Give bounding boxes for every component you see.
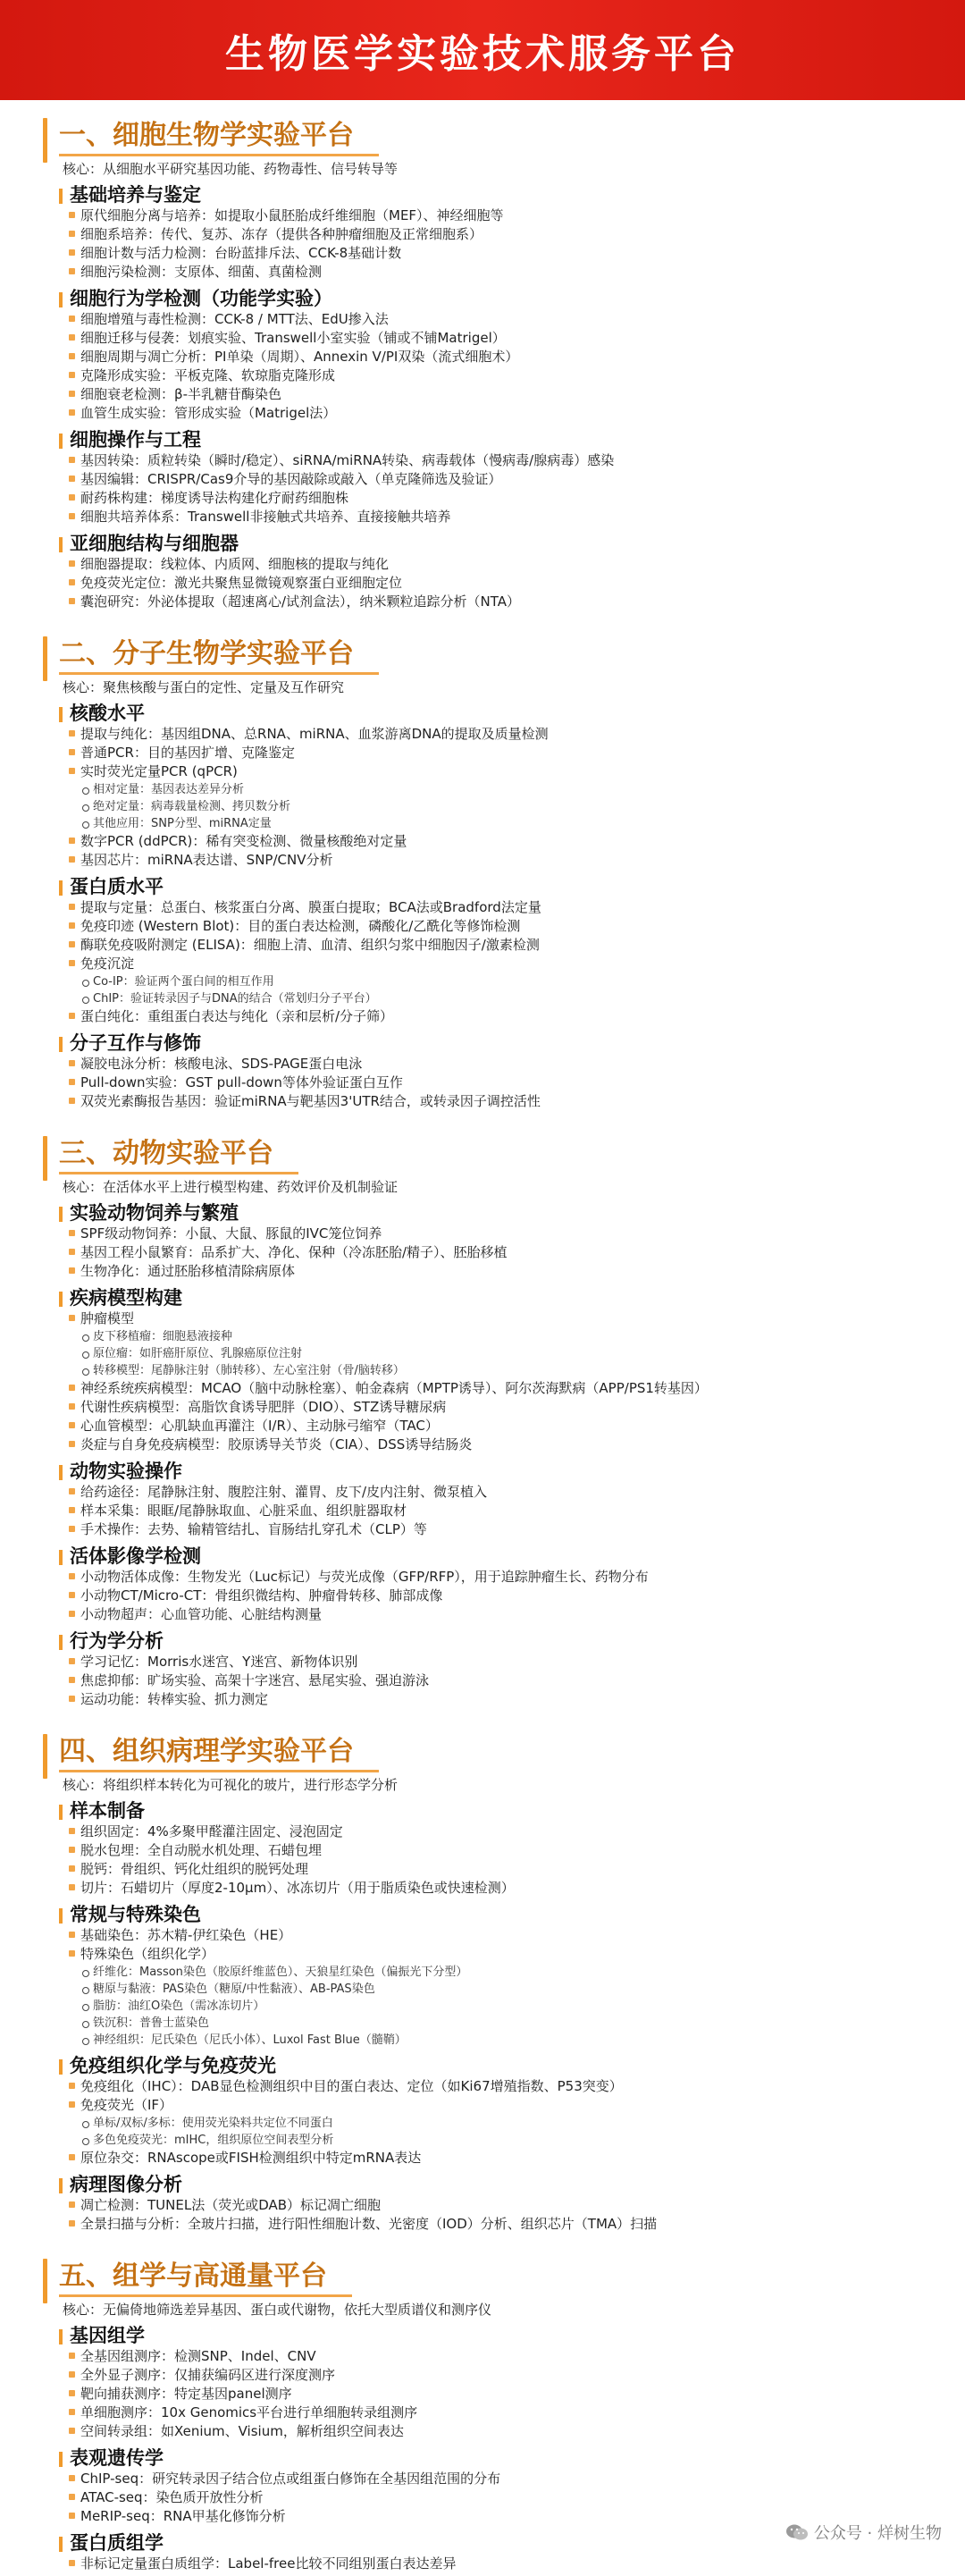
subsection — [59, 875, 922, 1026]
list-item: 基因工程小鼠繁育：品系扩大、净化、保种（冷冻胚胎/精子）、胚胎移植 — [59, 1243, 922, 1262]
subsection — [59, 1286, 922, 1454]
subsection — [59, 2054, 922, 2168]
sub-list-item: 神经组织：尼氏染色（尼氏小体）、Luxol Fast Blue（髓鞘） — [59, 2032, 922, 2049]
watermark-text: 公众号 · 烊树生物 — [813, 2524, 942, 2543]
sub-list-item: 其他应用：SNP分型、miRNA定量 — [59, 815, 922, 832]
list-item: 运动功能：转棒实验、抓力测定 — [59, 1690, 922, 1709]
section-title: 四、组织病理学实验平台 — [59, 1734, 379, 1772]
list-item: 细胞周期与凋亡分析：PI单染（周期）、Annexin V/PI双染（流式细胞术） — [59, 348, 922, 366]
sub-list-item: 纤维化：Masson染色（胶原纤维蓝色）、天狼星红染色（偏振光下分型） — [59, 1964, 922, 1981]
list-item: 细胞增殖与毒性检测：CCK-8 / MTT法、EdU掺入法 — [59, 310, 922, 329]
subsection-title: 免疫组织化学与免疫荧光 — [59, 2054, 922, 2077]
list-item: 小动物超声：心血管功能、心脏结构测量 — [59, 1605, 922, 1624]
list-item: 焦虑抑郁：旷场实验、高架十字迷宫、悬尾实验、强迫游泳 — [59, 1671, 922, 1690]
list-item: 生物净化：通过胚胎移植清除病原体 — [59, 1262, 922, 1281]
section-gap — [43, 1709, 922, 1722]
content — [0, 100, 965, 2573]
subsection-title: 病理图像分析 — [59, 2173, 922, 2196]
list-item: 基因转染：质粒转染（瞬时/稳定）、siRNA/miRNA转染、病毒载体（慢病毒/腺病毒）感染 — [59, 451, 922, 470]
subsection-title: 核酸水平 — [59, 702, 922, 725]
list-item: 血管生成实验：管形成实验（Matrigel法） — [59, 404, 922, 423]
sub-list-item: 皮下移植瘤：细胞悬液接种 — [59, 1328, 922, 1345]
subsection-title: 表观遗传学 — [59, 2446, 922, 2470]
list-item: 脱水包埋：全自动脱水机处理、石蜡包埋 — [59, 1841, 922, 1860]
sub-list-item: 绝对定量：病毒载量检测、拷贝数分析 — [59, 798, 922, 815]
list-item: 小动物活体成像：生物发光（Luc标记）与荧光成像（GFP/RFP），用于追踪肿瘤生长、药物分布 — [59, 1568, 922, 1587]
subsection — [59, 1545, 922, 1624]
page-title: 生物医学实验技术服务平台 — [225, 31, 740, 77]
list-item: 克隆形成实验：平板克隆、软琼脂克隆形成 — [59, 366, 922, 385]
section — [43, 105, 922, 611]
sub-list-item: 单标/双标/多标：使用荧光染料共定位不同蛋白 — [59, 2115, 922, 2132]
list-item: 细胞衰老检测：β-半乳糖苷酶染色 — [59, 385, 922, 404]
list-item: 细胞污染检测：支原体、细菌、真菌检测 — [59, 263, 922, 282]
watermark — [780, 2519, 947, 2546]
list-item: 给药途径：尾静脉注射、腹腔注射、灌胃、皮下/皮内注射、微泵植入 — [59, 1483, 922, 1502]
subsection — [59, 183, 922, 282]
list-item: 基因编辑：CRISPR/Cas9介导的基因敲除或敲入（单克隆筛选及验证） — [59, 470, 922, 489]
subsection-title: 细胞行为学检测（功能学实验） — [59, 287, 922, 310]
subsection-title: 蛋白质水平 — [59, 875, 922, 898]
list-item: 免疫组化（IHC）：DAB显色检测组织中目的蛋白表达、定位（如Ki67增殖指数、P53突变） — [59, 2077, 922, 2096]
list-item: 代谢性疾病模型：高脂饮食诱导肥胖（DIO）、STZ诱导糖尿病 — [59, 1398, 922, 1417]
list-item: 细胞器提取：线粒体、内质网、细胞核的提取与纯化 — [59, 555, 922, 574]
list-item: 原代细胞分离与培养：如提取小鼠胚胎成纤维细胞（MEF）、神经细胞等 — [59, 206, 922, 225]
list-item: ChIP-seq：研究转录因子结合位点或组蛋白修饰在全基因组范围的分布 — [59, 2470, 922, 2488]
list-item: 细胞迁移与侵袭：划痕实验、Transwell小室实验（铺或不铺Matrigel） — [59, 329, 922, 348]
subsection-title: 常规与特殊染色 — [59, 1903, 922, 1926]
list-item: 全外显子测序：仅捕获编码区进行深度测序 — [59, 2366, 922, 2385]
list-item: 组织固定：4%多聚甲醛灌注固定、浸泡固定 — [59, 1823, 922, 1841]
list-item: 免疫荧光定位：激光共聚焦显微镜观察蛋白亚细胞定位 — [59, 574, 922, 593]
list-item: 肿瘤模型 — [59, 1309, 922, 1328]
list-item: 原位杂交：RNAscope或FISH检测组织中特定mRNA表达 — [59, 2149, 922, 2168]
sub-list-item: 相对定量：基因表达差异分析 — [59, 781, 922, 798]
list-item: 切片：石蜡切片（厚度2-10μm）、冰冻切片（用于脂质染色或快速检测） — [59, 1879, 922, 1898]
list-item: 靶向捕获测序：特定基因panel测序 — [59, 2385, 922, 2403]
list-item: 炎症与自身免疫病模型：胶原诱导关节炎（CIA）、DSS诱导结肠炎 — [59, 1435, 922, 1454]
sub-list-item: 铁沉积：普鲁士蓝染色 — [59, 2015, 922, 2032]
list-item: 双荧光素酶报告基因：验证miRNA与靶基因3'UTR结合，或转录因子调控活性 — [59, 1092, 922, 1111]
list-item: 细胞共培养体系：Transwell非接触式共培养、直接接触共培养 — [59, 508, 922, 526]
subsection — [59, 1031, 922, 1111]
section-title: 一、细胞生物学实验平台 — [59, 118, 379, 156]
subsection-title: 活体影像学检测 — [59, 1545, 922, 1568]
section-gap — [43, 1111, 922, 1124]
list-item: 数字PCR (ddPCR)：稀有突变检测、微量核酸绝对定量 — [59, 832, 922, 851]
page-header — [0, 0, 965, 100]
subsection-title: 动物实验操作 — [59, 1460, 922, 1483]
section-gap — [43, 611, 922, 624]
section — [43, 624, 922, 1111]
section-title: 二、分子生物学实验平台 — [59, 636, 379, 675]
subsection-title: 行为学分析 — [59, 1629, 922, 1653]
list-item: 免疫印迹 (Western Blot)：目的蛋白表达检测，磷酸化/乙酰化等修饰检测 — [59, 917, 922, 936]
subsection — [59, 2446, 922, 2526]
subsection — [59, 1201, 922, 1281]
section — [43, 1722, 922, 2234]
section-core: 核心：从细胞水平研究基因功能、药物毒性、信号转导等 — [63, 161, 399, 177]
section-title: 三、动物实验平台 — [59, 1136, 298, 1174]
list-item: 基因芯片：miRNA表达谱、SNP/CNV分析 — [59, 851, 922, 870]
section-title: 五、组学与高通量平台 — [59, 2259, 352, 2297]
section-core: 核心：聚焦核酸与蛋白的定性、定量及互作研究 — [63, 679, 345, 695]
section — [43, 1124, 922, 1709]
subsection-title: 分子互作与修饰 — [59, 1031, 922, 1055]
sub-list-item: ChIP：验证转录因子与DNA的结合（常划归分子平台） — [59, 990, 922, 1007]
subsection-title: 基础培养与鉴定 — [59, 183, 922, 206]
subsection — [59, 428, 922, 526]
list-item: 凝胶电泳分析：核酸电泳、SDS-PAGE蛋白电泳 — [59, 1055, 922, 1073]
subsection — [59, 2324, 922, 2441]
sub-list-item: 多色免疫荧光：mIHC，组织原位空间表型分析 — [59, 2132, 922, 2149]
list-item: 脱钙：骨组织、钙化灶组织的脱钙处理 — [59, 1860, 922, 1879]
section-core: 核心：在活体水平上进行模型构建、药效评价及机制验证 — [63, 1179, 399, 1195]
subsection — [59, 287, 922, 423]
list-item: 提取与定量：总蛋白、核浆蛋白分离、膜蛋白提取；BCA法或Bradford法定量 — [59, 898, 922, 917]
list-item: 特殊染色（组织化学） — [59, 1945, 922, 1964]
subsection-title: 亚细胞结构与细胞器 — [59, 532, 922, 555]
subsection-title: 蛋白质组学 — [59, 2531, 922, 2555]
sub-list-item: 脂肪：油红O染色（需冰冻切片） — [59, 1998, 922, 2015]
list-item: 神经系统疾病模型：MCAO（脑中动脉栓塞）、帕金森病（MPTP诱导）、阿尔茨海默病（APP/PS1转基因） — [59, 1379, 922, 1398]
subsection — [59, 532, 922, 611]
list-item: 提取与纯化：基因组DNA、总RNA、miRNA、血浆游离DNA的提取及质量检测 — [59, 725, 922, 744]
list-item: 空间转录组：如Xenium、Visium，解析组织空间表达 — [59, 2422, 922, 2441]
list-item: 非标记定量蛋白质组学：Label-free比较不同组别蛋白表达差异 — [59, 2555, 922, 2573]
section-core: 核心：将组织样本转化为可视化的玻片，进行形态学分析 — [63, 1777, 399, 1793]
sub-list-item: 转移模型：尾静脉注射（肺转移）、左心室注射（骨/脑转移） — [59, 1362, 922, 1379]
list-item: MeRIP-seq：RNA甲基化修饰分析 — [59, 2507, 922, 2526]
list-item: 基础染色：苏木精-伊红染色（HE） — [59, 1926, 922, 1945]
subsection-title: 细胞操作与工程 — [59, 428, 922, 451]
sub-list-item: 原位瘤：如肝癌肝原位、乳腺癌原位注射 — [59, 1345, 922, 1362]
list-item: 样本采集：眼眶/尾静脉取血、心脏采血、组织脏器取材 — [59, 1502, 922, 1520]
subsection — [59, 1799, 922, 1898]
list-item: 囊泡研究：外泌体提取（超速离心/试剂盒法），纳米颗粒追踪分析（NTA） — [59, 593, 922, 611]
sub-list-item: Co-IP：验证两个蛋白间的相互作用 — [59, 973, 922, 990]
subsection-title: 基因组学 — [59, 2324, 922, 2347]
section-gap — [43, 2234, 922, 2246]
list-item: 全基因组测序：检测SNP、Indel、CNV — [59, 2347, 922, 2366]
list-item: 蛋白纯化：重组蛋白表达与纯化（亲和层析/分子筛） — [59, 1007, 922, 1026]
list-item: 心血管模型：心肌缺血再灌注（I/R）、主动脉弓缩窄（TAC） — [59, 1417, 922, 1435]
list-item: 免疫荧光（IF） — [59, 2096, 922, 2115]
list-item: 耐药株构建：梯度诱导法构建化疗耐药细胞株 — [59, 489, 922, 508]
list-item: 手术操作：去势、输精管结扎、盲肠结扎穿孔术（CLP）等 — [59, 1520, 922, 1539]
subsection — [59, 2173, 922, 2234]
list-item: Pull-down实验：GST pull-down等体外验证蛋白互作 — [59, 1073, 922, 1092]
sub-list-item: 糖原与黏液：PAS染色（糖原/中性黏液）、AB-PAS染色 — [59, 1981, 922, 1998]
section-core: 核心：无偏倚地筛选差异基因、蛋白或代谢物，依托大型质谱仪和测序仪 — [63, 2302, 492, 2318]
list-item: SPF级动物饲养：小鼠、大鼠、豚鼠的IVC笼位饲养 — [59, 1225, 922, 1243]
subsection-title: 样本制备 — [59, 1799, 922, 1823]
list-item: 全景扫描与分析：全玻片扫描，进行阳性细胞计数、光密度（IOD）分析、组织芯片（TMA）扫描 — [59, 2215, 922, 2234]
list-item: 学习记忆：Morris水迷宫、Y迷宫、新物体识别 — [59, 1653, 922, 1671]
subsection — [59, 1629, 922, 1709]
list-item: 免疫沉淀 — [59, 955, 922, 973]
wechat-icon — [785, 2523, 809, 2541]
subsection-title: 实验动物饲养与繁殖 — [59, 1201, 922, 1225]
list-item: 单细胞测序：10x Genomics平台进行单细胞转录组测序 — [59, 2403, 922, 2422]
list-item: 实时荧光定量PCR (qPCR) — [59, 762, 922, 781]
list-item: 酶联免疫吸附测定 (ELISA)：细胞上清、血清、组织匀浆中细胞因子/激素检测 — [59, 936, 922, 955]
list-item: 细胞计数与活力检测：台盼蓝排斥法、CCK-8基础计数 — [59, 244, 922, 263]
subsection — [59, 1903, 922, 2049]
subsection — [59, 702, 922, 870]
list-item: 凋亡检测：TUNEL法（荧光或DAB）标记凋亡细胞 — [59, 2196, 922, 2215]
list-item: ATAC-seq：染色质开放性分析 — [59, 2488, 922, 2507]
subsection-title: 疾病模型构建 — [59, 1286, 922, 1309]
list-item: 细胞系培养：传代、复苏、冻存（提供各种肿瘤细胞及正常细胞系） — [59, 225, 922, 244]
list-item: 普通PCR：目的基因扩增、克隆鉴定 — [59, 744, 922, 762]
list-item: 小动物CT/Micro-CT：骨组织微结构、肿瘤骨转移、肺部成像 — [59, 1587, 922, 1605]
subsection — [59, 1460, 922, 1539]
